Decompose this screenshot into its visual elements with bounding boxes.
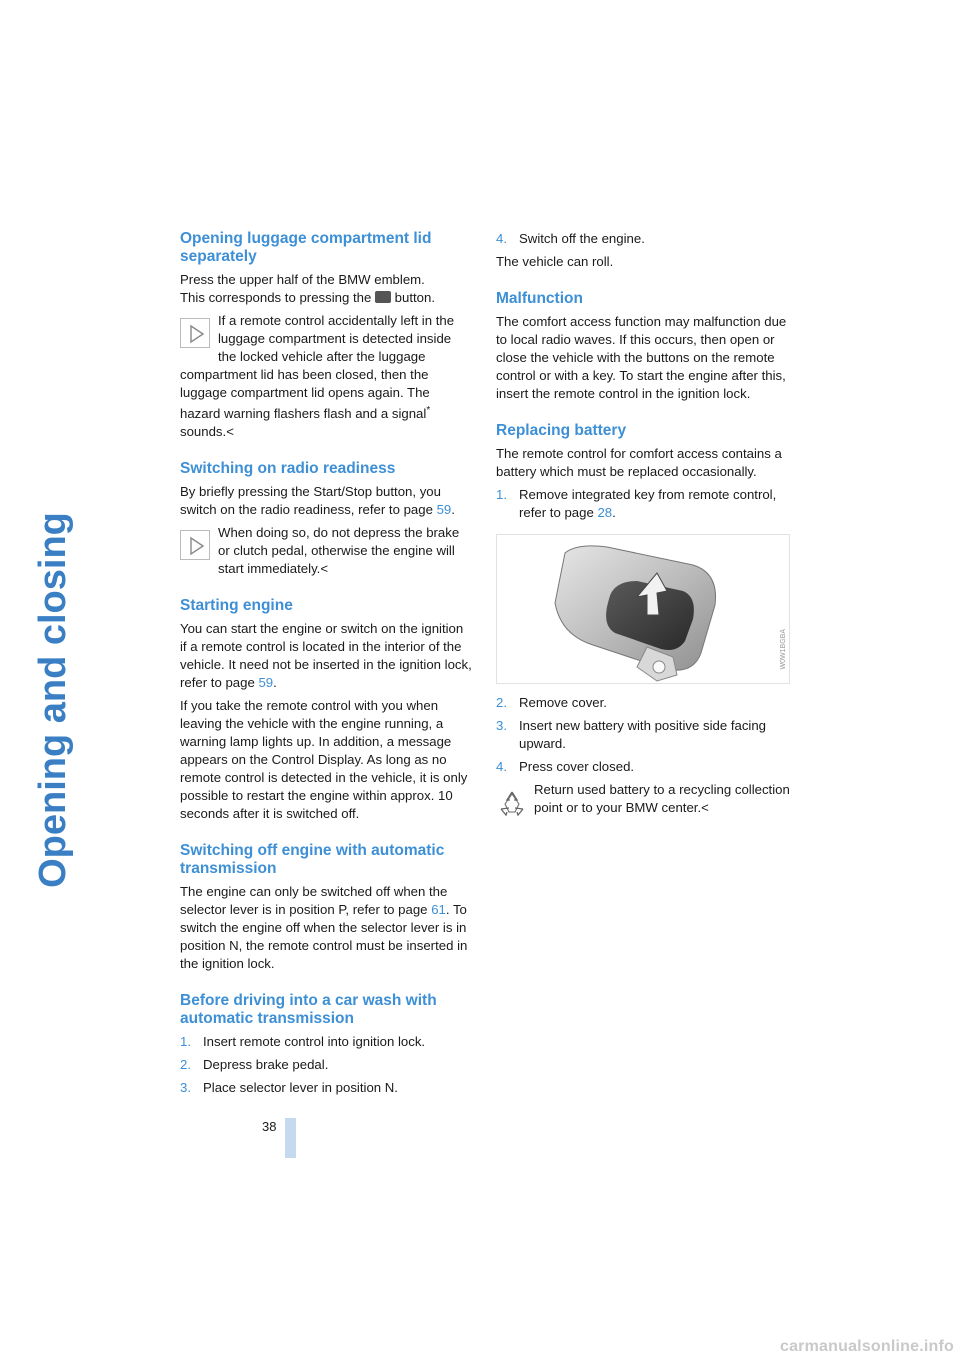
page-link[interactable]: 59 [258, 675, 274, 690]
page-link[interactable]: 59 [436, 502, 452, 517]
heading-radio-readiness: Switching on radio readiness [180, 460, 396, 477]
paragraph: If you take the remote control with you when leaving the vehicle with the engine running, a warning lamp lights up. In addition, a message appears on the Control Display. As long as no remote control is detected in the vehicle, it is only possible to restart the engine within approx. 10 seconds after it is switched off. [180, 698, 468, 821]
list-item: 4. Press cover closed. [496, 759, 635, 774]
caution-arrow-icon [180, 530, 210, 560]
heading-starting-engine: Starting engine [180, 597, 293, 614]
heading-malfunction: Malfunction [496, 290, 583, 307]
paragraph: The comfort access function may malfunction due to local radio waves. If this occurs, then open or close the vehicle with the buttons on the remote control or with a key. To start the engine after this, insert the remote control in the ignition lock. [496, 314, 787, 401]
footer-watermark: carmanualsonline.info [779, 1338, 954, 1355]
heading-switching-off-engine: Switching off engine with automatic transmission [180, 842, 445, 877]
remote-control-figure [496, 534, 790, 684]
page-link[interactable]: 61 [431, 902, 446, 917]
car-wash-steps-continued [496, 230, 790, 248]
page-link[interactable]: 28 [597, 505, 613, 520]
trunk-button-icon [375, 291, 391, 303]
list-item: 1. Insert remote control into ignition lock. [180, 1034, 426, 1049]
paragraph: The engine can only be switched off when the selector lever is in position P, refer to page 61. To switch the engine off when the selector lever is in position N, the remote control must be inserted in the ignition lock. [180, 884, 468, 971]
end-mark: < [701, 800, 709, 815]
end-mark: < [226, 424, 234, 439]
end-mark: < [320, 561, 329, 576]
paragraph: You can start the engine or switch on the ignition if a remote control is located in the interior of the vehicle. It need not be inserted in the ignition lock, refer to page 59. [180, 621, 472, 690]
list-item: 3. Place selector lever in position N. [180, 1080, 398, 1095]
battery-steps-continued [496, 694, 790, 776]
list-item: 1. Remove integrated key from remote control, refer to page 28. [496, 487, 777, 520]
list-item: 2. Depress brake pedal. [180, 1057, 329, 1072]
caution-note: If a remote control accidentally left in the luggage compartment is detected inside the locked vehicle after the luggage compartment lid has been closed, then the luggage compartment lid opens again. The hazard warning flashers flash and a signal* sounds.< [180, 313, 455, 439]
caution-arrow-icon [180, 318, 210, 348]
list-item: 2. Remove cover. [496, 695, 607, 710]
heading-car-wash: Before driving into a car wash with automatic transmission [180, 992, 437, 1027]
page-bar [285, 1118, 296, 1158]
paragraph: The vehicle can roll. [496, 254, 614, 269]
recycling-note: Return used battery to a recycling collection point or to your BMW center.< [496, 781, 790, 817]
battery-steps [496, 486, 790, 522]
figure-code: W0W1BGBA [780, 628, 787, 669]
caution-note: When doing so, do not depress the brake or clutch pedal, otherwise the engine will start immediately.< [180, 524, 472, 578]
section-title: Opening and closing [32, 512, 74, 888]
recycle-icon [496, 787, 526, 817]
car-wash-steps [180, 1033, 472, 1097]
list-item: 3. Insert new battery with positive side facing upward. [496, 718, 767, 751]
right-column [496, 230, 790, 822]
heading-opening-luggage: Opening luggage compartment lid separately [180, 230, 432, 265]
list-item: 4. Switch off the engine. [496, 231, 645, 246]
paragraph: The remote control for comfort access contains a battery which must be replaced occasionally. [496, 446, 782, 479]
left-column [180, 230, 472, 1102]
paragraph: Press the upper half of the BMW emblem. This corresponds to pressing the button. [180, 272, 436, 305]
paragraph: By briefly pressing the Start/Stop button, you switch on the radio readiness, refer to page 59. [180, 484, 455, 517]
remote-control-illustration [497, 535, 790, 684]
heading-replacing-battery: Replacing battery [496, 422, 627, 439]
page-number: 38 [262, 1119, 277, 1134]
